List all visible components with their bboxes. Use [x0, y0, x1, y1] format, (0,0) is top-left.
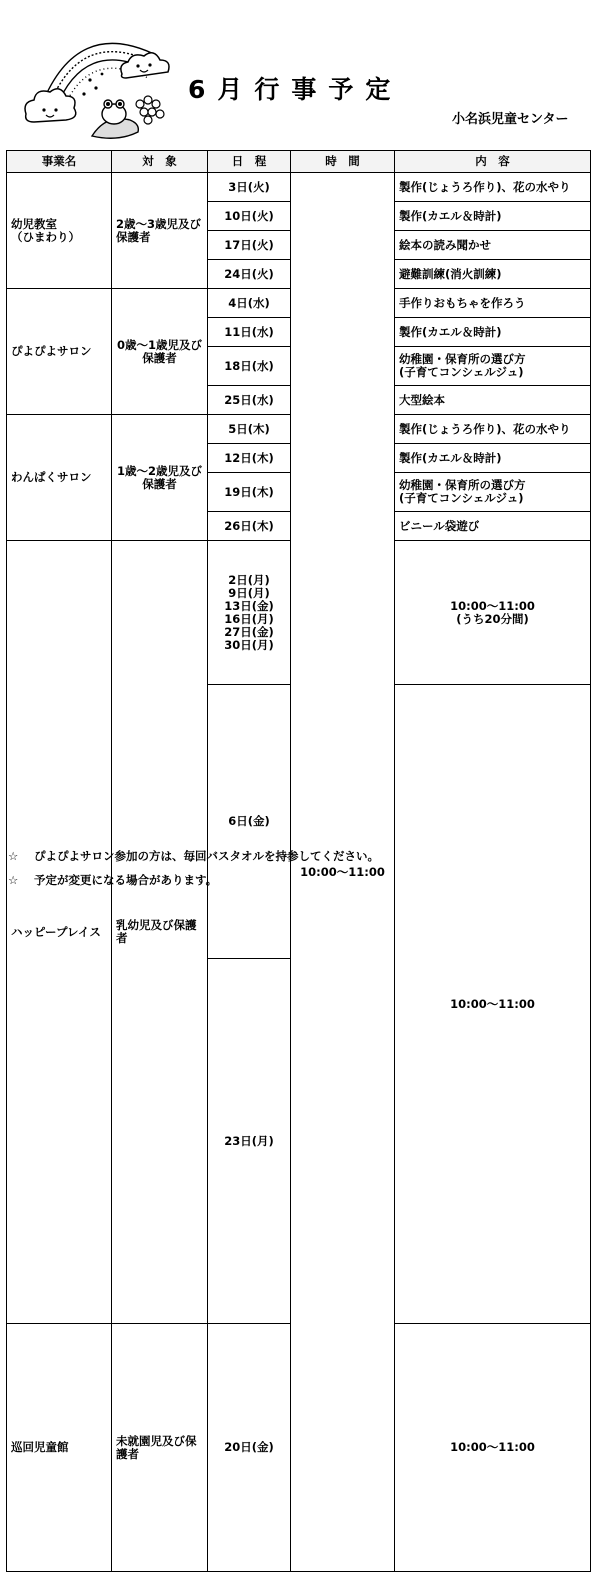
session-content: 大型絵本 [395, 386, 591, 415]
session-content: ビニール袋遊び [395, 512, 591, 541]
session-content: 製作(カエル＆時計) [395, 202, 591, 231]
header-program: 事業名 [7, 151, 112, 173]
target-audience: 0歳～1歳児及び保護者 [112, 289, 208, 415]
note-item [8, 872, 379, 896]
star-icon: ☆ [8, 873, 19, 887]
session-content: 製作(じょうろ作り)、花の水やり [395, 415, 591, 444]
target-audience: 1歳～2歳児及び保護者 [112, 415, 208, 541]
session-time: 10:00～11:00 [395, 685, 591, 1324]
session-date: 12日(木) [208, 444, 291, 473]
note-item [8, 848, 379, 872]
note-text: 予定が変更になる場合があります。 [34, 873, 218, 887]
header-content: 内 容 [395, 151, 591, 173]
session-date: 25日(水) [208, 386, 291, 415]
header-target: 対 象 [112, 151, 208, 173]
session-date: 5日(木) [208, 415, 291, 444]
target-audience: 未就園児及び保護者 [112, 1324, 208, 1572]
right-cloud-icon [121, 53, 169, 78]
session-date: 18日(水) [208, 347, 291, 386]
session-date: 10日(火) [208, 202, 291, 231]
target-audience: 乳幼児及び保護者 [112, 541, 208, 1324]
program-name: わんぱくサロン [7, 415, 112, 541]
session-date: 26日(木) [208, 512, 291, 541]
session-date: 2日(月) 9日(月) 13日(金) 16日(月) 27日(金) 30日(月) [208, 541, 291, 685]
notes-section [8, 848, 379, 896]
session-time: 10:00～11:00 (うち20分間) [395, 541, 591, 685]
session-date: 19日(木) [208, 473, 291, 512]
page-title: 6月行事予定 [188, 75, 403, 104]
hydrangea-icon [136, 96, 164, 124]
session-content: 製作(カエル＆時計) [395, 444, 591, 473]
session-content: 製作(じょうろ作り)、花の水やり [395, 173, 591, 202]
organization-name: 小名浜児童センター [452, 112, 569, 127]
program-name: ハッピープレイス [7, 541, 112, 1324]
session-content: 手作りおもちゃを作ろう [395, 289, 591, 318]
frog-on-leaf-icon [92, 100, 138, 138]
session-time: 10:00～11:00 [395, 1324, 591, 1572]
header-time: 時 間 [291, 151, 395, 173]
session-time: 10:00～11:00 [291, 173, 395, 1572]
session-date: 17日(火) [208, 231, 291, 260]
session-content: 絵本の読み聞かせ [395, 231, 591, 260]
program-name: ぴよぴよサロン [7, 289, 112, 415]
session-date: 23日(月) [208, 959, 291, 1324]
session-date: 3日(火) [208, 173, 291, 202]
session-date: 4日(水) [208, 289, 291, 318]
program-name: 巡回児童館 [7, 1324, 112, 1572]
table-header-row [7, 151, 591, 173]
star-icon: ☆ [8, 849, 19, 863]
session-content: 幼稚園・保育所の選び方 (子育てコンシェルジュ) [395, 473, 591, 512]
note-text: ぴよぴよサロン参加の方は、毎回バスタオルを持参してください。 [34, 849, 379, 863]
session-content: 幼稚園・保育所の選び方 (子育てコンシェルジュ) [395, 347, 591, 386]
rainbow-frog-illustration [22, 18, 192, 146]
session-content: 製作(カエル＆時計) [395, 318, 591, 347]
session-date: 20日(金) [208, 1324, 291, 1572]
program-name: 幼児教室 （ひまわり） [7, 173, 112, 289]
header-date: 日 程 [208, 151, 291, 173]
target-audience: 2歳～3歳児及び保護者 [112, 173, 208, 289]
session-date: 6日(金) [208, 685, 291, 959]
session-content: 避難訓練(消火訓練) [395, 260, 591, 289]
table-row [7, 173, 591, 202]
session-date: 24日(火) [208, 260, 291, 289]
session-date: 11日(水) [208, 318, 291, 347]
